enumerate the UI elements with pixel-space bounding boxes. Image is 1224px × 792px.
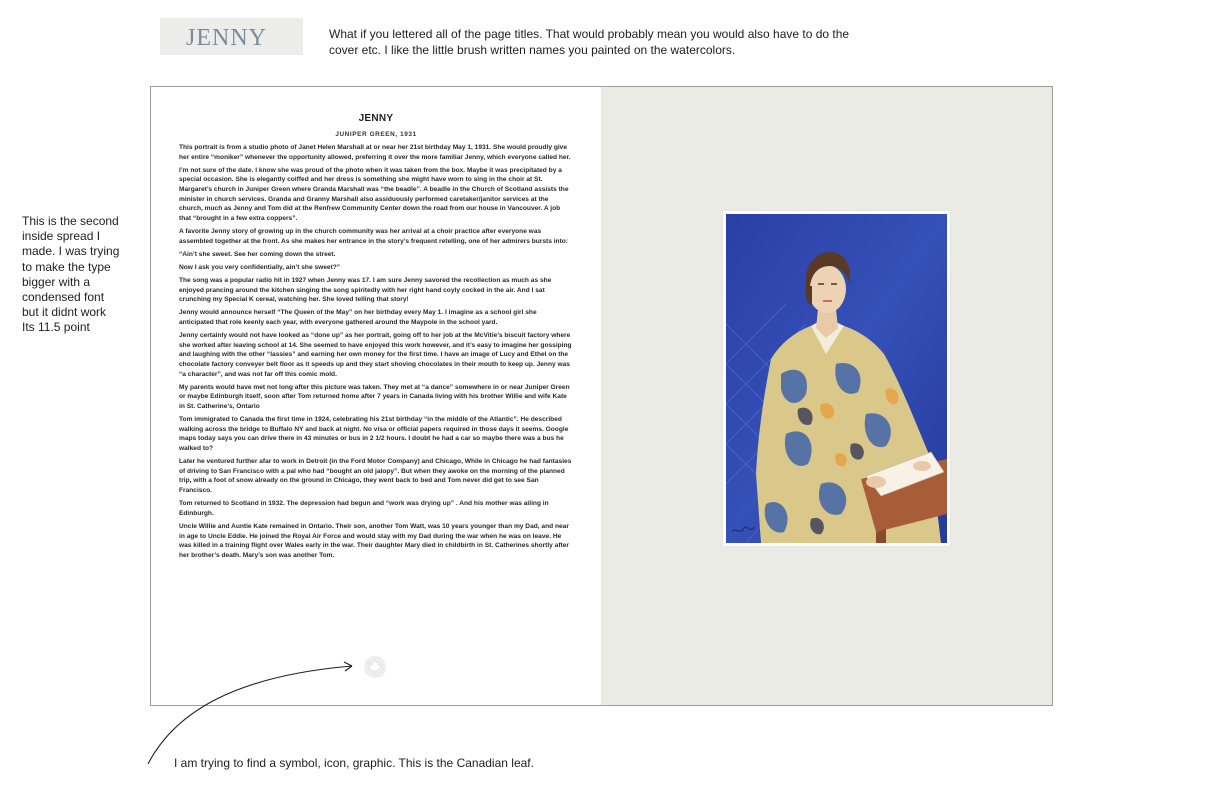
top-note: What if you lettered all of the page titles. That would probably mean you would also have to do the cover etc. I like the little brush written names you painted on the watercolors. [329,27,850,57]
portrait-painting [723,211,950,546]
paragraph: “Ain’t she sweet. See her coming down the street. [179,250,336,258]
body-text [179,143,573,564]
paragraph: A favorite Jenny story of growing up in the church community was her arrival at a choir practice after everyone was assembled together at the front. As she makes her entrance in the story’s frequent retelling, one of her admirers bursts into: [179,227,568,245]
paragraph: I’m not sure of the date. I know she was proud of the photo when it was taken from the box. Maybe it was precipitated by a special occasion. She is elegantly coiffed and her dress is something she might have worn to sing in the choir at St. Margaret’s church in Juniper Green where Granda Marshall was “the beadle”. A beadle in the Church of Scotland assists the minister in church services. Granda and Granny Marshall also assiduously performed caretaker/janitor services at the church, much as Jenny and Tom did at the Renfrew Community Center down the road from our house in Vancouver. A job that “brought in a few extra coppers”. [179,166,569,222]
page-subtitle: JUNIPER GREEN, 1931 [335,131,417,138]
paragraph: Jenny would announce herself “The Queen of the May” on her birthday every May 1. I imagine as a school girl she anticipated that role keenly each year, with everyone gathered around the Maypole in the school yard. [179,309,537,327]
left-note: This is the second inside spread I made. I was trying to make the type bigger with a condensed font but it didnt work Its 11.5 point [22,214,120,335]
paragraph: This portrait is from a studio photo of Janet Helen Marshall at or near her 21st birthday May 1, 1931. She would proudly give her entire “moniker” whenever the opportunity allowed, preferring it over the more familiar Jenny, which everyone called her. [179,144,571,161]
paragraph: Uncle Willie and Auntie Kate remained in Ontario. Their son, another Tom Watt, was 10 years younger than my Dad, and near in age to Uncle Eddie. He joined the Royal Air Force and would stay with my Dad during the war when he was on leave. He was killed in a training flight over Wales early in the war. Their daughter Mary died in childbirth in St. Catherines shortly after her brother’s death. Mary’s son was another Tom. [179,522,569,559]
paragraph: Tom immigrated to Canada the first time in 1924, celebrating his 21st birthday “in the middle of the Atlantic”. He described walking across the bridge to Buffalo NY and back at night. No visa or official papers required in those days it seems. Google maps today says you can drive there in 43 minutes or bus in 2 1/2 hours. I doubt he had a car so maybe there was a bus he walked to? [179,416,569,452]
bottom-note: I am trying to find a symbol, icon, graphic. This is the Canadian leaf. [174,756,534,770]
book-spread [150,86,1053,706]
left-page [151,87,601,705]
right-page [601,87,1052,705]
paragraph: Jenny certainly would not have looked as “done up” as her portrait, going off to her job at the McVitie’s biscuit factory where she worked after leaving school at 14. She seemed to have enjoyed this work however, and it’s easy to imagine her gossiping and laughing with the other “lassies” and earning her own money for the first time. I have an image of Lucy and Ethel on the chocolate factory conveyer belt floor as it speeds up and they start shoving chocolates in their mouth to keep up. Jenny was “a character”, and was not far off this comic mold. [179,332,572,378]
paragraph: Later he ventured further afar to work in Detroit (in the Ford Motor Company) and Chicago, While in Chicago he had fantasies of driving to San Francisco with a pal who had “bought an old jalopy”. But when they awoke on the morning of the planned trip, with a foot of snow already on the ground in Chicago, they went back to bed and Tom never did get to see San Francisco. [179,458,572,494]
paragraph: My parents would have met not long after this picture was taken. They met at “a dance” somewhere in or near Juniper Green or maybe Edinburgh itself, soon after Tom returned home after 7 years in Canada living with his brother Willie and wife Kate in St. Catherine’s, Ontario [179,383,570,410]
maple-leaf-icon [363,655,387,679]
portrait-watercolor-image [726,214,947,543]
jenny-lettering-sample [160,18,303,55]
paragraph: Now I ask you very confidentially, ain’t she sweet?” [179,263,341,271]
jenny-brush-text: JENNY [186,25,267,51]
page-title: JENNY [358,113,394,124]
paragraph: Tom returned to Scotland in 1932. The depression had begun and “work was drying up” . And his mother was ailing in Edinburgh. [179,500,549,517]
paragraph: The song was a popular radio hit in 1927 when Jenny was 17. I am sure Jenny savored the recollection as much as she enjoyed prancing around the kitchen singing the song spiritedly with her right hand coyly cocked in the air. And I sat crunching my Special K cereal, watching her. She loved telling that story! [179,277,552,304]
